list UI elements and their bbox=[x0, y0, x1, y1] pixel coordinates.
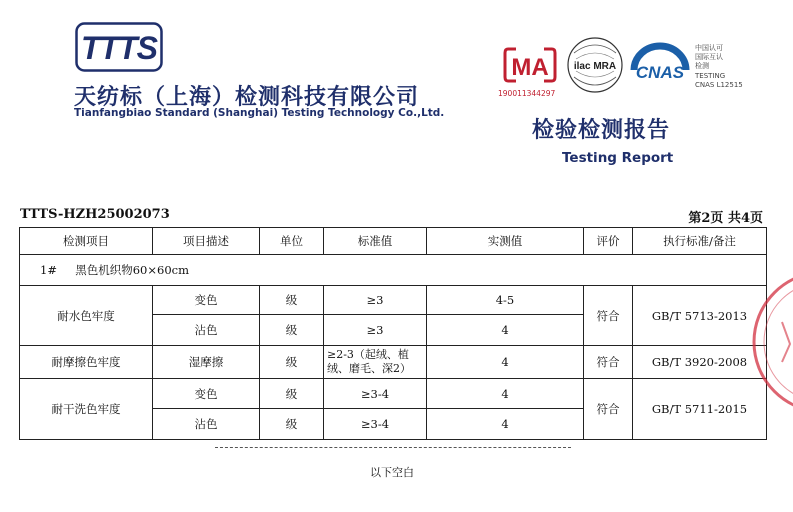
report-title-cn: 检验检测报告 bbox=[532, 118, 671, 143]
header-cell: 单位 bbox=[260, 228, 324, 255]
cnas-line: 中国认可 bbox=[695, 44, 723, 52]
cma-logo bbox=[502, 45, 558, 85]
company-name-en: Tianfangbiao Standard (Shanghai) Testing Technology Co.,Ltd. bbox=[74, 107, 445, 119]
header-cell: 检测项目 bbox=[20, 228, 153, 255]
ilac-mra-logo bbox=[566, 33, 624, 97]
measured-cell: 4 bbox=[427, 315, 584, 346]
cnas-line: TESTING bbox=[695, 71, 726, 80]
header-cell: 执行标准/备注 bbox=[633, 228, 767, 255]
method-cell: GB/T 5713-2013 bbox=[633, 286, 767, 346]
test-item-cell: 耐水色牢度 bbox=[20, 286, 153, 346]
test-item-cell: 耐干洗色牢度 bbox=[20, 379, 153, 440]
evaluation-cell: 符合 bbox=[584, 286, 633, 346]
company-name-cn: 天纺标（上海）检测科技有限公司 bbox=[74, 85, 420, 110]
description-cell: 沾色 bbox=[153, 315, 260, 346]
evaluation-cell: 符合 bbox=[584, 346, 633, 379]
evaluation-cell: 符合 bbox=[584, 379, 633, 440]
method-cell: GB/T 5711-2015 bbox=[633, 379, 767, 440]
header-cell: 项目描述 bbox=[153, 228, 260, 255]
end-of-report-note: 以下空白 bbox=[370, 466, 414, 479]
sample-description: 1# 黑色机织物60×60cm bbox=[20, 255, 767, 286]
description-cell: 沾色 bbox=[153, 409, 260, 440]
cma-logo-text: MA bbox=[511, 54, 549, 81]
end-divider bbox=[215, 447, 571, 448]
cma-number: 190011344297 bbox=[498, 89, 556, 98]
standard-cell: ≥3 bbox=[324, 286, 427, 315]
unit-cell: 级 bbox=[260, 286, 324, 315]
measured-cell: 4 bbox=[427, 346, 584, 379]
test-item-cell: 耐摩擦色牢度 bbox=[20, 346, 153, 379]
table-header-row bbox=[20, 228, 767, 255]
results-table bbox=[19, 227, 767, 440]
report-title-en: Testing Report bbox=[562, 150, 674, 166]
cnas-accreditation-text bbox=[695, 44, 743, 90]
official-stamp bbox=[752, 262, 793, 422]
cnas-line: 国际互认 bbox=[695, 53, 723, 62]
measured-cell: 4 bbox=[427, 379, 584, 409]
table-row bbox=[20, 379, 767, 409]
cnas-line: CNAS L12515 bbox=[695, 80, 743, 89]
table-row bbox=[20, 286, 767, 315]
cnas-line: 检测 bbox=[695, 62, 709, 71]
standard-cell: ≥3 bbox=[324, 315, 427, 346]
unit-cell: 级 bbox=[260, 409, 324, 440]
unit-cell: 级 bbox=[260, 379, 324, 409]
description-cell: 变色 bbox=[153, 379, 260, 409]
page-indicator: 第2页 共4页 bbox=[688, 211, 763, 226]
standard-cell: ≥2-3（起绒、植绒、磨毛、深2） bbox=[324, 346, 427, 379]
unit-cell: 级 bbox=[260, 346, 324, 379]
ttts-logo bbox=[75, 22, 163, 72]
header-cell: 实测值 bbox=[427, 228, 584, 255]
cnas-logo-text: CNAS bbox=[635, 63, 685, 82]
header-cell: 标准值 bbox=[324, 228, 427, 255]
header-cell: 评价 bbox=[584, 228, 633, 255]
description-cell: 变色 bbox=[153, 286, 260, 315]
standard-cell: ≥3-4 bbox=[324, 409, 427, 440]
measured-cell: 4 bbox=[427, 409, 584, 440]
description-cell: 湿摩擦 bbox=[153, 346, 260, 379]
report-number: TTTS-HZH25002073 bbox=[20, 207, 170, 222]
unit-cell: 级 bbox=[260, 315, 324, 346]
method-cell: GB/T 3920-2008 bbox=[633, 346, 767, 379]
measured-cell: 4-5 bbox=[427, 286, 584, 315]
sample-row bbox=[20, 255, 767, 286]
table-row bbox=[20, 346, 767, 379]
cnas-logo bbox=[628, 40, 692, 96]
standard-cell: ≥3-4 bbox=[324, 379, 427, 409]
ttts-logo-text: TTTS bbox=[81, 30, 157, 66]
ilac-logo-text: ilac MRA bbox=[573, 61, 617, 72]
